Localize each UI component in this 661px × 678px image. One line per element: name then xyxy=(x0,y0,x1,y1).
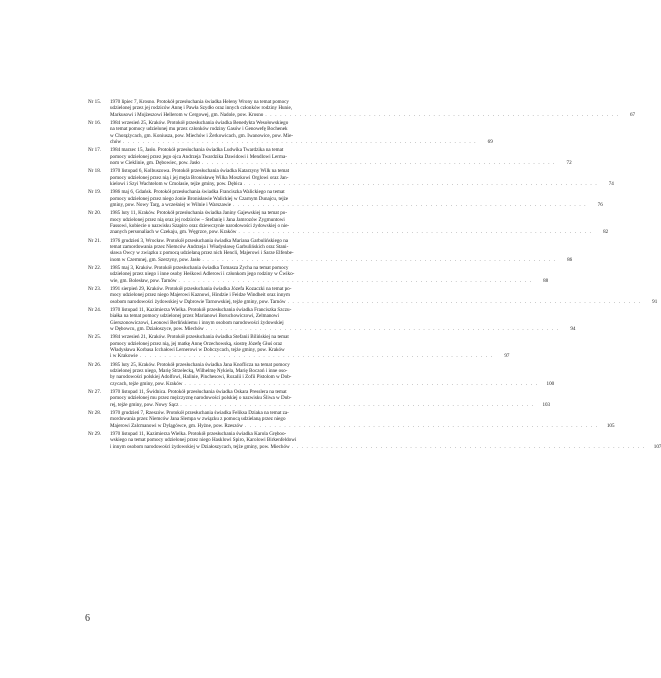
entry-last-line xyxy=(110,353,493,359)
entry-last-line xyxy=(110,139,477,145)
entry-text-line: gminy, pow. Nowy Targ, a wcześniej w Wilnie i Warszawie xyxy=(110,201,232,208)
entry-number: Nr 28. xyxy=(88,410,102,417)
entry-text-line: inom w Czermnej, gm. Szerzyny, pow. Jasło xyxy=(110,256,201,263)
entry-text-line: i innym osobom narodowości żydowskiej w Działoszycach, tejże gminy, pow. Miechów xyxy=(110,443,290,450)
toc-entry xyxy=(88,147,572,166)
entry-page-number: 74 xyxy=(608,180,614,187)
entry-number: Nr 17. xyxy=(88,147,102,154)
entry-text-line: wie, gm. Bolesław, pow. Tarnów xyxy=(110,277,177,284)
entry-text-line: udzielonej przez jej rodziców Annę i Pawła Szydło oraz innych członków rodziny Hunie, xyxy=(110,105,293,112)
toc-entry xyxy=(88,334,510,360)
entry-number: Nr 23. xyxy=(88,286,102,293)
entry-description xyxy=(110,147,572,166)
entry-text-line: pomocy udzielonej przez niego żonie Bronisławie Walickiej w Czarnym Dunajcu, tejże xyxy=(110,195,289,202)
entry-text-line: Markusowi i Mojżeszowi Hellerom w Cergowej, gm. Nadole, pow. Krosno xyxy=(110,111,264,118)
toc-entry xyxy=(88,431,661,450)
entry-text-line: 1985 luty 11, Kraków. Protokół przesłuchania świadka Janiny Gajewskiej na temat po- xyxy=(110,210,288,217)
entry-text-line: wskiego na temat pomocy udzielonej przez niego Hasklowi Spiro, Karolowi Birkenfeldowi xyxy=(110,437,297,444)
toc-entry xyxy=(88,307,576,332)
entry-page-number: 100 xyxy=(546,380,555,387)
leader-dots: . . . . . . . . . . . . . . . . . . . . . . . . . . . . . . . . . . . . . . . . . . . . . . . . . . . . . . . . . . . . . . . . . . . . . . . . xyxy=(201,159,556,166)
entry-description xyxy=(110,362,554,387)
toc-entry xyxy=(88,286,658,305)
entry-text-line: znanych personaliach w Czekaju, gm. Węgrzce, pow. Kraków xyxy=(110,229,237,236)
leader-dots: . . . . . . . . . . . . . . . . . . . . . . . . . . . . . . . . . . . . . . . . . . . . . . . . . . . . . . . . . . . . . . . . . . . . . . . . xyxy=(244,422,599,429)
entry-page-number: 103 xyxy=(542,401,551,408)
leader-dots: . . . . . . . . . . . . . . . . . . . . . . . . . . . . . . . . . . . . . . . . . . . . . . . . . . . . . . . . . . . . . . . . . . . . . . . . xyxy=(180,401,535,408)
entry-last-line xyxy=(110,402,534,408)
entry-description xyxy=(110,431,661,450)
entry-text-line: Fassowi, kobiecie o nazwisku Szapiro oraz dziewczynie narodowości żydowskiej o nie- xyxy=(110,222,290,229)
entry-text-line: mordowania przez Niemców Jana Slempa w związku z pomocą udzielaną przez niego xyxy=(110,416,286,423)
toc-entry xyxy=(88,361,555,387)
entry-text-line: pomocy udzielonej przez nią, jej matkę Annę Orzechowską, siostrę Józefę Głuś oraz xyxy=(110,340,283,347)
leader-dots: . . . . . . . . . . . . . . . . . . . . . . . . . . . . . . . . . . . . . . . . . . . . . . . . . . . . . . . . . . . . . . . . . . . . . . . . xyxy=(238,229,593,236)
entry-number: Nr 18. xyxy=(88,168,102,175)
entry-last-line xyxy=(110,181,598,187)
entry-page-number: 94 xyxy=(570,325,576,332)
entry-text-line: 1984 marzec 15, Jasło. Protokół przesłuchania świadka Ludwika Twardzika na temat xyxy=(110,147,284,154)
entry-number: Nr 29. xyxy=(88,431,102,438)
entry-text-line: nom w Cieklinie, gm. Dębowiec, pow. Jasło xyxy=(110,159,200,166)
entry-number: Nr 25. xyxy=(88,334,102,341)
entry-page-number: 82 xyxy=(603,229,609,236)
entry-text-line: kielowi i Szyi Wachtelom w Cmolasie, tejże gminy, pow. Dębica xyxy=(110,180,243,187)
entry-text-line: mocy udzielonej przez niego Majerowi Kaznowi, Hindzie i Feidze Windheit oraz innym xyxy=(110,292,290,299)
entry-text-line: 1970 lipiec 7, Krosno. Protokół przesłuchania świadka Heleny Wrony na temat pomocy xyxy=(110,99,289,105)
entry-number: Nr 21. xyxy=(88,237,102,244)
entry-text-line: 1984 wrzesień 21, Kraków. Protokół przesłuchania świadka Stefanii Bilińskiej na temat xyxy=(110,334,289,341)
entry-number: Nr 19. xyxy=(88,189,102,196)
entry-last-line xyxy=(110,112,619,118)
entry-text-line: 1991 sierpień 29, Kraków. Protokół przesłuchania świadka Józefa Kozaczki na temat po- xyxy=(110,286,292,293)
leader-dots: . . . . . . . . . . . . . . . . . . . . . . . . . . . . . . . . . . . . . . . . . . . . . . . . . . . . . . . . . . . . . . . . . . . . . . . . xyxy=(205,325,560,332)
entry-text-line: 1986 maj 6, Gdańsk. Protokół przesłuchania świadka Franciszka Walickiego na temat xyxy=(110,189,285,196)
entry-description xyxy=(110,99,635,118)
toc-entry xyxy=(88,120,493,145)
entry-last-line xyxy=(110,278,532,284)
toc-entry xyxy=(88,168,614,187)
entry-text-line: w Dębowcu, gm. Działoszyce, pow. Miechów xyxy=(110,325,204,332)
entry-page-number: 72 xyxy=(566,159,572,166)
entry-text-line: chów xyxy=(110,138,122,145)
entry-page-number: 76 xyxy=(597,201,603,208)
entry-text-line: udzielonej przez niego i inne osoby Heśkowi Adlerowi i członkom jego rodziny w Ćwiko- xyxy=(110,271,295,278)
entry-text-line: na temat pomocy udzielonej mu przez członków rodziny Gasów i Genowefę Bochenek xyxy=(110,126,288,133)
entry-description xyxy=(110,265,548,284)
entry-text-line: udzielonej przez niego, Marię Strzelecką, Wilhelmę Nykiela, Marię Boczoń i inne oso- xyxy=(110,368,288,375)
entry-page-number: 97 xyxy=(504,353,510,360)
leader-dots: . . . . . . . . . . . . . . . . . . . . . . . . . . . . . . . . . . . . . . . . . . . . . . . . . . . . . . . . . . . . . . . . . . . . . . . . xyxy=(244,180,598,187)
entry-text-line: 1985 luty 25, Kraków. Protokół przesłuchania świadka Jana Knoflicza na temat pomocy xyxy=(110,361,290,368)
table-of-contents xyxy=(88,99,661,452)
entry-description xyxy=(110,120,493,145)
entry-text-line: osobom narodowości żydowskiej w Dąbrowie Tarnowskiej, tejże gminy, pow. Tarnów xyxy=(110,298,286,305)
entry-page-number: 91 xyxy=(652,298,658,305)
toc-entry xyxy=(88,265,549,284)
toc-entry xyxy=(88,410,615,429)
entry-number: Nr 20. xyxy=(88,210,102,217)
entry-last-line xyxy=(110,160,556,166)
leader-dots: . . . . . . . . . . . . . . . . . . . . . . . . . . . . . . . . . . . . . . . . . . . . . . . . . . . . . . . . . . . . . . . . . . . . . . . . xyxy=(184,380,539,387)
entry-description xyxy=(110,307,575,332)
entry-page-number: 86 xyxy=(567,256,573,263)
entry-last-line xyxy=(110,299,641,305)
entry-text-line: czycach, tejże gminy, pow. Kraków xyxy=(110,380,183,387)
entry-description xyxy=(110,334,509,359)
entry-text-line: sława Owcy w związku z pomocą udzielaną przez nich Hencli, Majerowi i Sarze Elfenbe- xyxy=(110,250,294,257)
toc-entry xyxy=(88,99,636,118)
page-number: 6 xyxy=(85,613,90,624)
entry-text-line: Władysława Korbasa Icchałowi Lernerowi w Dobczycach, tejże gminy, pow. Kraków xyxy=(110,346,285,353)
entry-last-line xyxy=(110,229,592,235)
toc-entry xyxy=(88,210,609,236)
entry-text-line: pomocy udzielonej przez jego ojca Andrzeja Twardzika Dawidowi i Mendlowi Lerma- xyxy=(110,153,287,160)
entry-text-line: 1970 listopad 11, Kazimierza Wielka. Protokół przesłuchania świadka Karola Gręboo- xyxy=(110,431,287,438)
entry-text-line: 1970 listopad 11, Świdnica. Protokół przesłuchania świadka Oskara Presslera na temat xyxy=(110,389,287,396)
entry-text-line: mocy udzielonej przez nią oraz jej rodziców – Stefanię i Jana Jamrozów Zygmuntowi xyxy=(110,216,285,223)
entry-description xyxy=(110,238,572,263)
entry-text-line: 1970 listopad 11, Kazimierza Wielka. Protokół przesłuchania świadka Franciszka Szczu- xyxy=(110,307,292,314)
entry-description xyxy=(110,168,614,187)
entry-page-number: 105 xyxy=(606,422,615,429)
entry-number: Nr 16. xyxy=(88,120,102,127)
entry-text-line: 1970 listopad 6, Kolbuszowa. Protokół przesłuchania świadka Katarzyny Wilk na temat xyxy=(110,168,290,175)
entry-number: Nr 24. xyxy=(88,307,102,314)
entry-description xyxy=(110,286,657,305)
entry-description xyxy=(110,210,608,235)
leader-dots: . . . . . . . . . . . . . . . . . . . . . . . . . . . . . . . . . . . . . . . . . . . . . . . . . . . . . . . . . . . . . . . . . . . . . . . . xyxy=(123,138,477,145)
leader-dots: . . . . . . . . . . . . . . . . . . . . . . . . . . . . . . . . . . . . . . . . . . . . . . . . . . . . . . . . . . . . . . . . . . . . . . . . xyxy=(233,201,587,208)
toc-entry xyxy=(88,189,603,208)
entry-last-line xyxy=(110,202,587,208)
toc-entry xyxy=(88,237,573,263)
entry-text-line: rej, tejże gminy, pow. Nowy Sącz xyxy=(110,401,179,408)
leader-dots: . . . . . . . . . . . . . . . . . . . . . . . . . . . . . . . . . . . . . . . . . . . . . . . . . . . . . . . . . . . . . . . . . . . . . . . . xyxy=(265,111,620,118)
entry-text-line: pomocy udzielonej przez nią i jej męża Bronisławę Wilka Moszkowi Orglowi oraz Jan- xyxy=(110,174,289,181)
entry-page-number: 88 xyxy=(543,277,549,284)
entry-text-line: Gierszonowiczowi, Leonowi Berlińskiemu i innym osobom narodowości żydowskiej xyxy=(110,319,284,326)
leader-dots: . . . . . . . . . . . . . . . . . . . . . . . . . . . . . . . . . . . . . . . . . . . . . . . . . . . . . . . . . . . . . . . . . . . . . . . . xyxy=(291,443,646,450)
entry-number: Nr 27. xyxy=(88,389,102,396)
entry-page-number: 107 xyxy=(653,443,661,450)
toc-entry xyxy=(88,389,551,408)
entry-last-line xyxy=(110,257,556,263)
leader-dots: . . . . . . . . . . . . . . . . . . . . . . . . . . . . . . . . . . . . . . . . . . . . . . . . . . . . . . . . . . . . . . . . . . . . . . . . xyxy=(139,353,494,360)
entry-text-line: temat zamordowania przez Niemców Andrzeja i Władysławę Garbulińskich oraz Stani- xyxy=(110,244,289,251)
leader-dots: . . . . . . . . . . . . . . . . . . . . . . . . . . . . . . . . . . . . . . . . . . . . . . . . . . . . . . . . . . . . . . . . . . . . . . . . xyxy=(202,256,557,263)
entry-description xyxy=(110,410,614,429)
entry-last-line xyxy=(110,444,645,450)
entry-text-line: by narodowości polskiej Adolfowi, Halinie, Pinchesowi, Rozalii i Zofii Pistolom w Dob- xyxy=(110,374,292,381)
entry-page-number: 67 xyxy=(629,111,636,118)
entry-text-line: 1984 wrzesień 25, Kraków. Protokół przesłuchania świadka Benedykta Wesołowskiego xyxy=(110,120,289,127)
entry-page-number: 69 xyxy=(487,138,493,145)
entry-text-line: 1976 grudzień 3, Wrocław. Protokół przesłuchania świadka Mariana Garbulińskiego na xyxy=(110,237,289,244)
entry-last-line xyxy=(110,423,598,429)
entry-number: Nr 26. xyxy=(88,361,102,368)
entry-text-line: białka na temat pomocy udzielonej przez Marianowi Boruchowiczowi, Zelmanowi xyxy=(110,313,280,320)
leader-dots: . . . . . . . . . . . . . . . . . . . . . . . . . . . . . . . . . . . . . . . . . . . . . . . . . . . . . . . . . . . . . . . . . . . . . . . . xyxy=(178,277,533,284)
entry-number: Nr 15. xyxy=(88,99,102,105)
entry-text-line: Majerowi Zalcmanowi w Dylągówce, gm. Hyżne, pow. Rzeszów xyxy=(110,422,243,429)
entry-text-line: 1970 grudzień 7, Rzeszów. Protokół przesłuchania świadka Feliksa Dziaka na temat za- xyxy=(110,410,289,417)
entry-text-line: w Chorążycach, gm. Koniusza, pow. Miechów i Żerkowicach, gm. Iwanowice, pow. Mie- xyxy=(110,132,294,139)
entry-last-line xyxy=(110,381,538,387)
leader-dots: . . . . . . . . . . . . . . . . . . . . . . . . . . . . . . . . . . . . . . . . . . . . . . . . . . . . . . . . . . . . . . . . . . . . . . . . xyxy=(287,298,642,305)
entry-text-line: pomocy udzielonej mu przez mężczyznę narodowości polskiej o nazwisku Śliwa w Dob- xyxy=(110,395,292,402)
entry-text-line: i w Krakowie xyxy=(110,353,138,360)
entry-description xyxy=(110,389,550,408)
entry-text-line: 1985 maj 3, Kraków. Protokół przesłuchania świadka Tomasza Zycha na temat pomocy xyxy=(110,265,289,272)
entry-number: Nr 22. xyxy=(88,265,102,272)
entry-description xyxy=(110,189,603,208)
entry-last-line xyxy=(110,326,559,332)
